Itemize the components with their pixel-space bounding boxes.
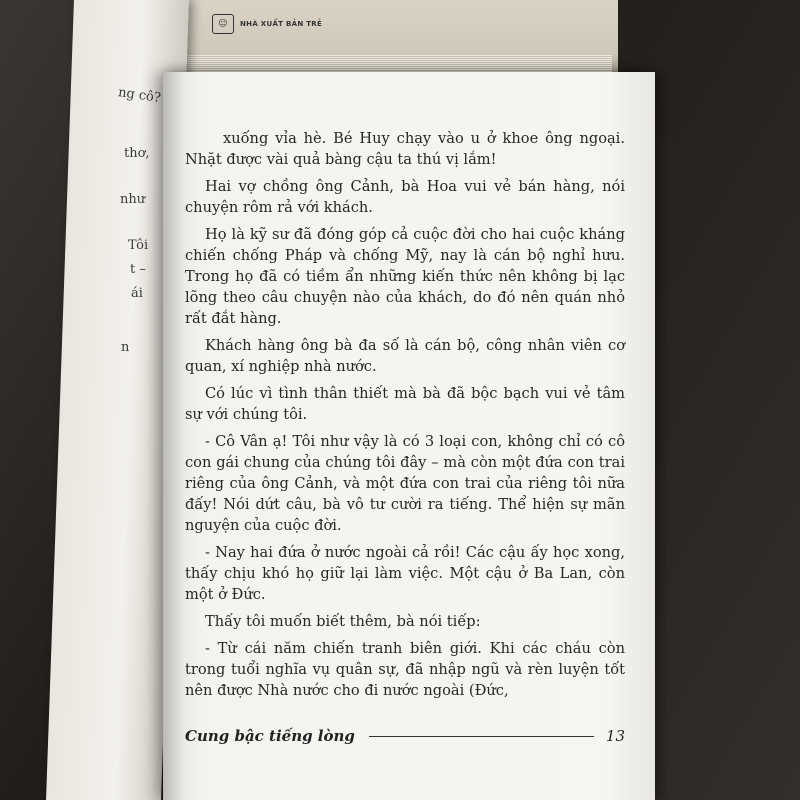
paragraph: - Cô Vân ạ! Tôi như vậy là có 3 loại con, không chỉ có cô con gái chung của chúng tôi đây – mà còn một đứa con trai riêng của ông Cảnh, và một đứa con trai của riêng tôi nữa đấy! Nói dứt câu, bà vô tư cười ra tiếng. Thể hiện sự mãn nguyện của cuộc đời. <box>185 433 625 534</box>
footer-rule <box>369 736 594 737</box>
left-page-text: t – <box>130 262 146 277</box>
paragraph: - Nay hai đứa ở nước ngoài cả rồi! Các cậu ấy học xong, thấy chịu khó họ giữ lại làm việc. Một cậu ở Ba Lan, còn một ở Đức. <box>185 544 625 603</box>
spine-shadow <box>163 72 185 800</box>
left-page-text: ái <box>131 286 143 301</box>
paragraph: Hai vợ chồng ông Cảnh, bà Hoa vui vẻ bán hàng, nói chuyện rôm rả với khách. <box>185 178 625 216</box>
page-footer <box>185 722 625 750</box>
publisher-name: NHÀ XUẤT BẢN TRẺ <box>240 20 323 28</box>
paragraph: Thấy tôi muốn biết thêm, bà nói tiếp: <box>205 613 481 630</box>
left-page-text: thơ, <box>124 146 150 161</box>
left-page-text: n <box>121 340 130 355</box>
paragraph: xuống vỉa hè. Bé Huy chạy vào u ở khoe ông ngoại. Nhặt được vài quả bàng cậu ta thú vị lắm! <box>185 130 625 168</box>
left-page-text: như <box>120 192 146 207</box>
left-page-text: Tôi <box>128 238 149 253</box>
page-body <box>185 128 625 707</box>
paragraph: Có lúc vì tình thân thiết mà bà đã bộc bạch vui vẻ tâm sự với chúng tôi. <box>185 385 625 423</box>
paragraph: Khách hàng ông bà đa số là cán bộ, công nhân viên cơ quan, xí nghiệp nhà nước. <box>185 337 625 375</box>
publisher-mark <box>212 14 322 34</box>
page-number: 13 <box>605 727 625 745</box>
publisher-logo-icon: ☺ <box>212 14 234 34</box>
left-page-text: ng cô? <box>117 85 162 106</box>
paragraph: - Từ cái năm chiến tranh biên giới. Khi các cháu còn trong tuổi nghĩa vụ quân sự, đã nhập ngũ và rèn luyện tốt nên được Nhà nước cho đi nước ngoài (Đức, <box>185 640 625 699</box>
book-title: Cung bậc tiếng lòng <box>185 727 355 745</box>
paragraph: Họ là kỹ sư đã đóng góp cả cuộc đời cho hai cuộc kháng chiến chống Pháp và chống Mỹ, nay là cán bộ nghỉ hưu. Trong họ đã có tiềm ẩn những kiến thức nên không bị lạc lõng theo câu chuyện nào của khách, do đó nên quán nhỏ rất đắt hàng. <box>185 226 625 327</box>
